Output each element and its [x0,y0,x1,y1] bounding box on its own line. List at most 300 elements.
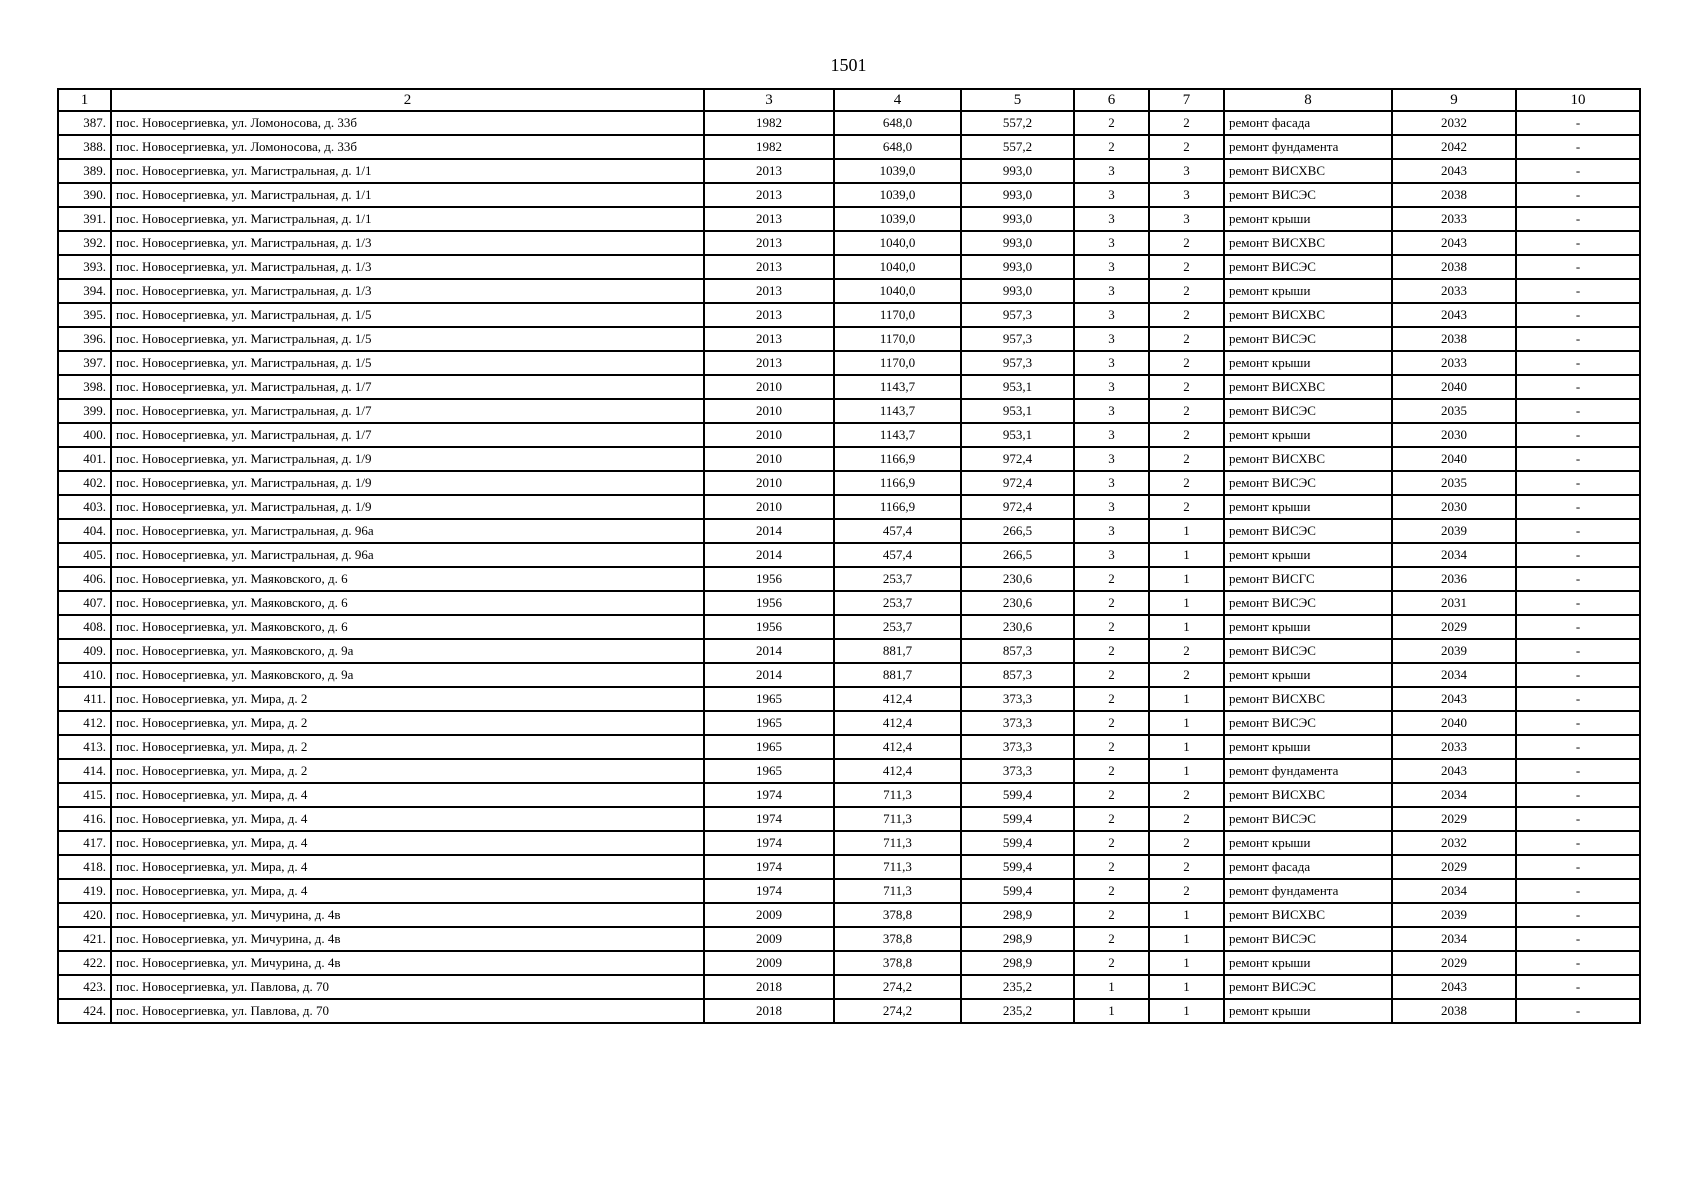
address-cell: пос. Новосергиевка, ул. Ломоносова, д. 33б [111,111,704,135]
table-row [58,327,1640,351]
table-row [58,303,1640,327]
row-number-cell: 388. [58,135,111,159]
living-area-cell: 298,9 [961,927,1074,951]
address-cell: пос. Новосергиевка, ул. Мира, д. 2 [111,759,704,783]
living-area-cell: 373,3 [961,759,1074,783]
note-cell: - [1516,615,1640,639]
work-type-cell: ремонт ВИСХВС [1224,231,1392,255]
row-number-cell: 394. [58,279,111,303]
address-cell: пос. Новосергиевка, ул. Магистральная, д. 1/1 [111,207,704,231]
note-cell: - [1516,879,1640,903]
floors-cell: 3 [1074,255,1149,279]
floors-cell: 2 [1074,663,1149,687]
planned-year-cell: 2039 [1392,903,1516,927]
living-area-cell: 972,4 [961,447,1074,471]
row-number-cell: 419. [58,879,111,903]
floors-cell: 2 [1074,711,1149,735]
row-number-cell: 401. [58,447,111,471]
row-number-cell: 397. [58,351,111,375]
planned-year-cell: 2036 [1392,567,1516,591]
living-area-cell: 993,0 [961,279,1074,303]
address-cell: пос. Новосергиевка, ул. Магистральная, д. 1/5 [111,303,704,327]
table-row [58,807,1640,831]
entrances-cell: 2 [1149,135,1224,159]
column-header: 4 [834,89,961,111]
floors-cell: 1 [1074,975,1149,999]
note-cell: - [1516,519,1640,543]
row-number-cell: 412. [58,711,111,735]
table-row [58,399,1640,423]
year-built-cell: 2014 [704,639,834,663]
living-area-cell: 993,0 [961,231,1074,255]
year-built-cell: 2010 [704,375,834,399]
note-cell: - [1516,711,1640,735]
planned-year-cell: 2029 [1392,951,1516,975]
year-built-cell: 2013 [704,159,834,183]
entrances-cell: 2 [1149,471,1224,495]
total-area-cell: 1170,0 [834,327,961,351]
entrances-cell: 1 [1149,759,1224,783]
living-area-cell: 953,1 [961,423,1074,447]
total-area-cell: 881,7 [834,663,961,687]
floors-cell: 2 [1074,759,1149,783]
floors-cell: 3 [1074,159,1149,183]
address-cell: пос. Новосергиевка, ул. Магистральная, д. 1/5 [111,327,704,351]
row-number-cell: 389. [58,159,111,183]
row-number-cell: 418. [58,855,111,879]
year-built-cell: 2018 [704,975,834,999]
note-cell: - [1516,999,1640,1023]
floors-cell: 3 [1074,495,1149,519]
year-built-cell: 2013 [704,183,834,207]
living-area-cell: 230,6 [961,591,1074,615]
floors-cell: 1 [1074,999,1149,1023]
address-cell: пос. Новосергиевка, ул. Мичурина, д. 4в [111,903,704,927]
table-row [58,831,1640,855]
work-type-cell: ремонт ВИСХВС [1224,783,1392,807]
planned-year-cell: 2030 [1392,495,1516,519]
work-type-cell: ремонт ВИСЭС [1224,711,1392,735]
total-area-cell: 1143,7 [834,399,961,423]
entrances-cell: 2 [1149,663,1224,687]
table-row [58,759,1640,783]
living-area-cell: 230,6 [961,567,1074,591]
table-row [58,207,1640,231]
total-area-cell: 378,8 [834,951,961,975]
floors-cell: 3 [1074,399,1149,423]
address-cell: пос. Новосергиевка, ул. Мира, д. 4 [111,855,704,879]
entrances-cell: 1 [1149,927,1224,951]
planned-year-cell: 2033 [1392,279,1516,303]
floors-cell: 2 [1074,687,1149,711]
living-area-cell: 266,5 [961,519,1074,543]
row-number-cell: 422. [58,951,111,975]
note-cell: - [1516,111,1640,135]
year-built-cell: 1982 [704,111,834,135]
work-type-cell: ремонт крыши [1224,495,1392,519]
work-type-cell: ремонт ВИСЭС [1224,807,1392,831]
planned-year-cell: 2039 [1392,639,1516,663]
planned-year-cell: 2034 [1392,543,1516,567]
living-area-cell: 599,4 [961,783,1074,807]
row-number-cell: 408. [58,615,111,639]
living-area-cell: 993,0 [961,207,1074,231]
floors-cell: 2 [1074,927,1149,951]
column-header: 5 [961,89,1074,111]
floors-cell: 3 [1074,471,1149,495]
work-type-cell: ремонт ВИСЭС [1224,399,1392,423]
address-cell: пос. Новосергиевка, ул. Магистральная, д. 1/1 [111,183,704,207]
year-built-cell: 2010 [704,471,834,495]
row-number-cell: 410. [58,663,111,687]
floors-cell: 3 [1074,351,1149,375]
table-row [58,951,1640,975]
living-area-cell: 557,2 [961,135,1074,159]
table-row [58,495,1640,519]
work-type-cell: ремонт крыши [1224,735,1392,759]
year-built-cell: 1974 [704,783,834,807]
entrances-cell: 1 [1149,519,1224,543]
address-cell: пос. Новосергиевка, ул. Магистральная, д. 1/3 [111,231,704,255]
total-area-cell: 457,4 [834,519,961,543]
address-cell: пос. Новосергиевка, ул. Маяковского, д. 6 [111,567,704,591]
year-built-cell: 2013 [704,303,834,327]
work-type-cell: ремонт ВИСЭС [1224,255,1392,279]
note-cell: - [1516,975,1640,999]
address-cell: пос. Новосергиевка, ул. Магистральная, д. 1/7 [111,423,704,447]
row-number-cell: 402. [58,471,111,495]
planned-year-cell: 2034 [1392,783,1516,807]
planned-year-cell: 2029 [1392,855,1516,879]
year-built-cell: 2010 [704,423,834,447]
total-area-cell: 711,3 [834,807,961,831]
entrances-cell: 2 [1149,639,1224,663]
entrances-cell: 1 [1149,687,1224,711]
note-cell: - [1516,663,1640,687]
note-cell: - [1516,255,1640,279]
living-area-cell: 993,0 [961,159,1074,183]
table-row [58,471,1640,495]
planned-year-cell: 2033 [1392,351,1516,375]
work-type-cell: ремонт ВИСЭС [1224,591,1392,615]
total-area-cell: 274,2 [834,999,961,1023]
planned-year-cell: 2043 [1392,759,1516,783]
living-area-cell: 972,4 [961,495,1074,519]
address-cell: пос. Новосергиевка, ул. Ломоносова, д. 33б [111,135,704,159]
living-area-cell: 599,4 [961,831,1074,855]
floors-cell: 2 [1074,591,1149,615]
floors-cell: 2 [1074,615,1149,639]
year-built-cell: 1974 [704,855,834,879]
total-area-cell: 274,2 [834,975,961,999]
row-number-cell: 416. [58,807,111,831]
row-number-cell: 395. [58,303,111,327]
address-cell: пос. Новосергиевка, ул. Мира, д. 4 [111,879,704,903]
total-area-cell: 1166,9 [834,471,961,495]
planned-year-cell: 2035 [1392,471,1516,495]
address-cell: пос. Новосергиевка, ул. Павлова, д. 70 [111,975,704,999]
table-row [58,711,1640,735]
work-type-cell: ремонт ВИСЭС [1224,183,1392,207]
planned-year-cell: 2042 [1392,135,1516,159]
address-cell: пос. Новосергиевка, ул. Маяковского, д. 6 [111,615,704,639]
entrances-cell: 2 [1149,231,1224,255]
table-row [58,351,1640,375]
year-built-cell: 2009 [704,951,834,975]
living-area-cell: 298,9 [961,903,1074,927]
row-number-cell: 423. [58,975,111,999]
floors-cell: 2 [1074,111,1149,135]
total-area-cell: 1040,0 [834,255,961,279]
year-built-cell: 1982 [704,135,834,159]
total-area-cell: 412,4 [834,711,961,735]
work-type-cell: ремонт крыши [1224,279,1392,303]
floors-cell: 2 [1074,807,1149,831]
total-area-cell: 711,3 [834,783,961,807]
year-built-cell: 2014 [704,543,834,567]
row-number-cell: 405. [58,543,111,567]
total-area-cell: 253,7 [834,615,961,639]
living-area-cell: 230,6 [961,615,1074,639]
entrances-cell: 2 [1149,831,1224,855]
note-cell: - [1516,231,1640,255]
table-row [58,927,1640,951]
total-area-cell: 1039,0 [834,183,961,207]
note-cell: - [1516,567,1640,591]
planned-year-cell: 2040 [1392,711,1516,735]
note-cell: - [1516,927,1640,951]
address-cell: пос. Новосергиевка, ул. Магистральная, д. 1/7 [111,399,704,423]
floors-cell: 2 [1074,783,1149,807]
year-built-cell: 1965 [704,759,834,783]
entrances-cell: 2 [1149,879,1224,903]
total-area-cell: 1040,0 [834,231,961,255]
note-cell: - [1516,447,1640,471]
planned-year-cell: 2031 [1392,591,1516,615]
total-area-cell: 412,4 [834,759,961,783]
row-number-cell: 414. [58,759,111,783]
table-row [58,615,1640,639]
entrances-cell: 1 [1149,735,1224,759]
floors-cell: 3 [1074,207,1149,231]
note-cell: - [1516,783,1640,807]
work-type-cell: ремонт крыши [1224,207,1392,231]
note-cell: - [1516,135,1640,159]
note-cell: - [1516,951,1640,975]
page-number: 1501 [830,55,867,75]
row-number-cell: 399. [58,399,111,423]
floors-cell: 2 [1074,735,1149,759]
planned-year-cell: 2038 [1392,183,1516,207]
note-cell: - [1516,855,1640,879]
table-row [58,591,1640,615]
entrances-cell: 2 [1149,399,1224,423]
year-built-cell: 1965 [704,687,834,711]
planned-year-cell: 2035 [1392,399,1516,423]
address-cell: пос. Новосергиевка, ул. Магистральная, д. 1/1 [111,159,704,183]
table-row [58,111,1640,135]
total-area-cell: 378,8 [834,927,961,951]
address-cell: пос. Новосергиевка, ул. Магистральная, д. 1/9 [111,447,704,471]
year-built-cell: 1974 [704,807,834,831]
column-number-header-row [58,89,1640,111]
living-area-cell: 599,4 [961,807,1074,831]
year-built-cell: 2009 [704,903,834,927]
floors-cell: 2 [1074,903,1149,927]
column-header: 3 [704,89,834,111]
row-number-cell: 421. [58,927,111,951]
table-row [58,423,1640,447]
note-cell: - [1516,351,1640,375]
table-row [58,159,1640,183]
living-area-cell: 298,9 [961,951,1074,975]
total-area-cell: 412,4 [834,735,961,759]
planned-year-cell: 2029 [1392,615,1516,639]
planned-year-cell: 2038 [1392,255,1516,279]
living-area-cell: 857,3 [961,663,1074,687]
entrances-cell: 2 [1149,303,1224,327]
entrances-cell: 2 [1149,351,1224,375]
row-number-cell: 406. [58,567,111,591]
table-row [58,231,1640,255]
note-cell: - [1516,495,1640,519]
address-cell: пос. Новосергиевка, ул. Магистральная, д. 1/9 [111,471,704,495]
address-cell: пос. Новосергиевка, ул. Магистральная, д. 1/7 [111,375,704,399]
row-number-cell: 407. [58,591,111,615]
living-area-cell: 235,2 [961,975,1074,999]
address-cell: пос. Новосергиевка, ул. Маяковского, д. 6 [111,591,704,615]
work-type-cell: ремонт ВИСХВС [1224,375,1392,399]
year-built-cell: 2013 [704,279,834,303]
table-row [58,663,1640,687]
floors-cell: 3 [1074,423,1149,447]
planned-year-cell: 2033 [1392,207,1516,231]
total-area-cell: 1143,7 [834,375,961,399]
floors-cell: 3 [1074,327,1149,351]
total-area-cell: 1166,9 [834,495,961,519]
floors-cell: 2 [1074,879,1149,903]
row-number-cell: 390. [58,183,111,207]
column-header: 2 [111,89,704,111]
year-built-cell: 2009 [704,927,834,951]
work-type-cell: ремонт ВИСЭС [1224,519,1392,543]
entrances-cell: 2 [1149,447,1224,471]
floors-cell: 3 [1074,279,1149,303]
living-area-cell: 993,0 [961,255,1074,279]
address-cell: пос. Новосергиевка, ул. Маяковского, д. 9а [111,663,704,687]
planned-year-cell: 2040 [1392,375,1516,399]
work-type-cell: ремонт фундамента [1224,879,1392,903]
work-type-cell: ремонт крыши [1224,663,1392,687]
work-type-cell: ремонт ВИСХВС [1224,447,1392,471]
living-area-cell: 266,5 [961,543,1074,567]
floors-cell: 3 [1074,447,1149,471]
year-built-cell: 2010 [704,399,834,423]
row-number-cell: 415. [58,783,111,807]
planned-year-cell: 2043 [1392,303,1516,327]
living-area-cell: 373,3 [961,735,1074,759]
year-built-cell: 2013 [704,327,834,351]
address-cell: пос. Новосергиевка, ул. Магистральная, д. 96а [111,519,704,543]
living-area-cell: 957,3 [961,303,1074,327]
note-cell: - [1516,471,1640,495]
planned-year-cell: 2038 [1392,999,1516,1023]
address-cell: пос. Новосергиевка, ул. Мичурина, д. 4в [111,951,704,975]
work-type-cell: ремонт крыши [1224,951,1392,975]
note-cell: - [1516,207,1640,231]
planned-year-cell: 2029 [1392,807,1516,831]
living-area-cell: 953,1 [961,375,1074,399]
repair-schedule-table [57,88,1641,1024]
entrances-cell: 2 [1149,783,1224,807]
living-area-cell: 957,3 [961,327,1074,351]
work-type-cell: ремонт фундамента [1224,759,1392,783]
table-row [58,255,1640,279]
floors-cell: 2 [1074,135,1149,159]
living-area-cell: 599,4 [961,855,1074,879]
floors-cell: 3 [1074,183,1149,207]
entrances-cell: 1 [1149,903,1224,927]
row-number-cell: 400. [58,423,111,447]
work-type-cell: ремонт ВИСЭС [1224,327,1392,351]
entrances-cell: 2 [1149,855,1224,879]
year-built-cell: 1956 [704,591,834,615]
row-number-cell: 392. [58,231,111,255]
planned-year-cell: 2040 [1392,447,1516,471]
address-cell: пос. Новосергиевка, ул. Мира, д. 2 [111,735,704,759]
total-area-cell: 1040,0 [834,279,961,303]
entrances-cell: 2 [1149,495,1224,519]
floors-cell: 2 [1074,639,1149,663]
column-header: 8 [1224,89,1392,111]
year-built-cell: 2010 [704,495,834,519]
address-cell: пос. Новосергиевка, ул. Павлова, д. 70 [111,999,704,1023]
note-cell: - [1516,831,1640,855]
row-number-cell: 411. [58,687,111,711]
entrances-cell: 1 [1149,999,1224,1023]
work-type-cell: ремонт крыши [1224,543,1392,567]
entrances-cell: 3 [1149,207,1224,231]
total-area-cell: 1039,0 [834,159,961,183]
year-built-cell: 2014 [704,663,834,687]
planned-year-cell: 2032 [1392,831,1516,855]
table-row [58,903,1640,927]
work-type-cell: ремонт ВИСХВС [1224,687,1392,711]
note-cell: - [1516,183,1640,207]
address-cell: пос. Новосергиевка, ул. Мира, д. 4 [111,831,704,855]
living-area-cell: 957,3 [961,351,1074,375]
table-row [58,519,1640,543]
floors-cell: 3 [1074,231,1149,255]
living-area-cell: 235,2 [961,999,1074,1023]
planned-year-cell: 2043 [1392,231,1516,255]
note-cell: - [1516,807,1640,831]
planned-year-cell: 2039 [1392,519,1516,543]
work-type-cell: ремонт ВИСЭС [1224,927,1392,951]
entrances-cell: 2 [1149,111,1224,135]
note-cell: - [1516,687,1640,711]
note-cell: - [1516,759,1640,783]
year-built-cell: 1965 [704,711,834,735]
note-cell: - [1516,735,1640,759]
row-number-cell: 404. [58,519,111,543]
planned-year-cell: 2038 [1392,327,1516,351]
year-built-cell: 2013 [704,255,834,279]
row-number-cell: 391. [58,207,111,231]
note-cell: - [1516,303,1640,327]
planned-year-cell: 2043 [1392,975,1516,999]
note-cell: - [1516,423,1640,447]
